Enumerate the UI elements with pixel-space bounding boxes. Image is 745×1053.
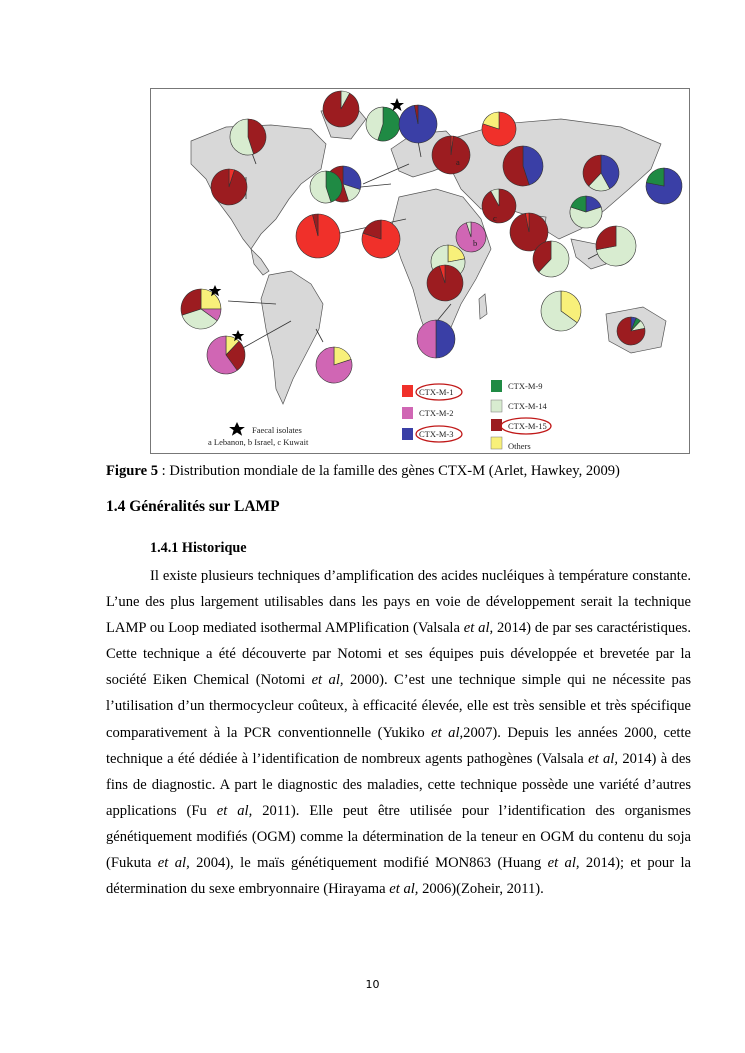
legend-swatch-ctx-m-15 (491, 419, 502, 431)
legend (208, 380, 551, 451)
pie-chart (482, 112, 516, 146)
pie-chart (456, 222, 486, 252)
figure-label: Figure 5 (106, 463, 159, 479)
pie-chart (399, 105, 437, 143)
legend-swatch-others (491, 437, 502, 449)
text-run-italic: et al, (389, 881, 419, 898)
legend-faecal-isolates: Faecal isolates (252, 425, 302, 435)
legend-ctx-m-3: CTX-M-3 (419, 429, 454, 439)
text-run: 2004), le maïs génétiquement modifié MON863 (Huang (189, 855, 548, 872)
text-run: 2014) de par ses caractéristiques. Cette technique a été découverte par Notomi et ses équipes puis développée et brevetée par la société Eiken Chemical (Notomi (106, 620, 692, 689)
pie-chart (316, 347, 352, 383)
text-run: 2014); et pour la détermination du sexe embryonnaire (Hirayama (106, 855, 691, 898)
pie-chart (310, 171, 342, 203)
text-run-italic: et al, (547, 855, 580, 872)
pie-chart (323, 91, 359, 127)
map-label-c: c (493, 213, 497, 223)
text-run-italic: et al, (431, 724, 464, 741)
pie-chart (230, 119, 266, 155)
pie-chart (583, 155, 619, 191)
text-run: 2011). Elle peut être utilisée pour l’identification des organismes génétiquement modifiés (OGM) comme la détermination de la teneur en OGM du contenu du soja (Fukuta (106, 802, 691, 872)
central-america (251, 249, 269, 275)
pie-chart (211, 169, 247, 205)
pie-chart (503, 146, 543, 186)
star-icon (390, 98, 404, 111)
pointer-line (316, 329, 323, 342)
star-icon (229, 422, 245, 436)
pie-chart (646, 168, 682, 204)
pie-chart (362, 220, 400, 258)
text-run-italic: et al, (311, 672, 344, 689)
ctx-m-distribution-figure (150, 88, 690, 454)
legend-faecal-sites: a Lebanon, b Israel, c Kuwait (208, 437, 309, 447)
section-title: 1.4 Généralités sur LAMP (106, 498, 280, 515)
text-run-italic: et al, (463, 620, 494, 637)
pie-chart (207, 336, 245, 374)
pie-chart (541, 291, 581, 331)
south-america (261, 271, 323, 404)
text-run: 2014) à des fins de diagnostic. A part le diagnostic des maladies, cette technique possède une variété d’autres applications (Fu (106, 750, 691, 819)
madagascar (479, 294, 487, 319)
text-run: 2000). C’est une technique simple qui ne nécessite pas l’utilisation d’un thermocycleur coûteux, à efficacité élevée, elle est très sensible et très spécifique comparativement à la PCR conventionnelle (Yukiko (106, 672, 691, 741)
pointer-line (363, 164, 409, 184)
legend-ctx-m-1: CTX-M-1 (419, 387, 454, 397)
pie-chart (417, 320, 455, 358)
legend-swatch-ctx-m-1 (402, 385, 413, 397)
pie-slice (323, 91, 359, 127)
text-run-italic: et al, (216, 802, 253, 819)
text-run: 2007). Depuis les années 2000, cette technique a été dédiée à l’identification de nombreux agents pathogènes (Valsala (106, 724, 692, 767)
pie-chart (296, 214, 340, 258)
pie-chart (427, 265, 463, 301)
asia (451, 119, 661, 239)
legend-swatch-ctx-m-2 (402, 407, 413, 419)
pie-slice (417, 320, 436, 358)
pie-slice (432, 136, 470, 174)
pie-chart (366, 107, 400, 141)
pie-chart (482, 189, 516, 223)
pie-slice (596, 226, 616, 250)
text-run: 2006)(Zoheir, 2011). (418, 881, 544, 898)
subsection-title: 1.4.1 Historique (150, 540, 247, 556)
figure-caption-text: : Distribution mondiale de la famille des gènes CTX-M (Arlet, Hawkey, 2009) (158, 463, 620, 479)
legend-ctx-m-2: CTX-M-2 (419, 408, 454, 418)
pie-chart (533, 241, 569, 277)
pie-chart (617, 317, 645, 345)
legend-ctx-m-14: CTX-M-14 (508, 401, 547, 411)
legend-swatch-ctx-m-9 (491, 380, 502, 392)
legend-ctx-m-9: CTX-M-9 (508, 381, 543, 391)
pie-chart (596, 226, 636, 266)
text-run-italic: et al, (157, 855, 190, 872)
body-paragraph (106, 563, 691, 902)
text-run: Il existe plusieurs techniques d’amplification des acides nucléiques à température constante. L’une des plus largement utilisables dans les pays en voie de développement serait la technique LAMP ou Loop mediated isothermal AMPlification (Valsala (106, 568, 691, 637)
pie-chart (432, 136, 470, 174)
pie-chart (181, 289, 221, 329)
text-run-italic: et al, (588, 750, 618, 767)
figure-caption (106, 463, 706, 480)
pie-slice (201, 289, 221, 309)
legend-swatch-ctx-m-3 (402, 428, 413, 440)
page-number: 10 (365, 978, 380, 991)
legend-others: Others (508, 441, 531, 451)
map-label-b: b (473, 238, 478, 248)
legend-ctx-m-15: CTX-M-15 (508, 421, 547, 431)
world-map-figure (151, 89, 691, 455)
legend-swatch-ctx-m-14 (491, 400, 502, 412)
map-label-a: a (456, 157, 460, 167)
pie-chart (570, 196, 602, 228)
pie-slice (211, 169, 247, 205)
pie-slice (436, 320, 455, 358)
